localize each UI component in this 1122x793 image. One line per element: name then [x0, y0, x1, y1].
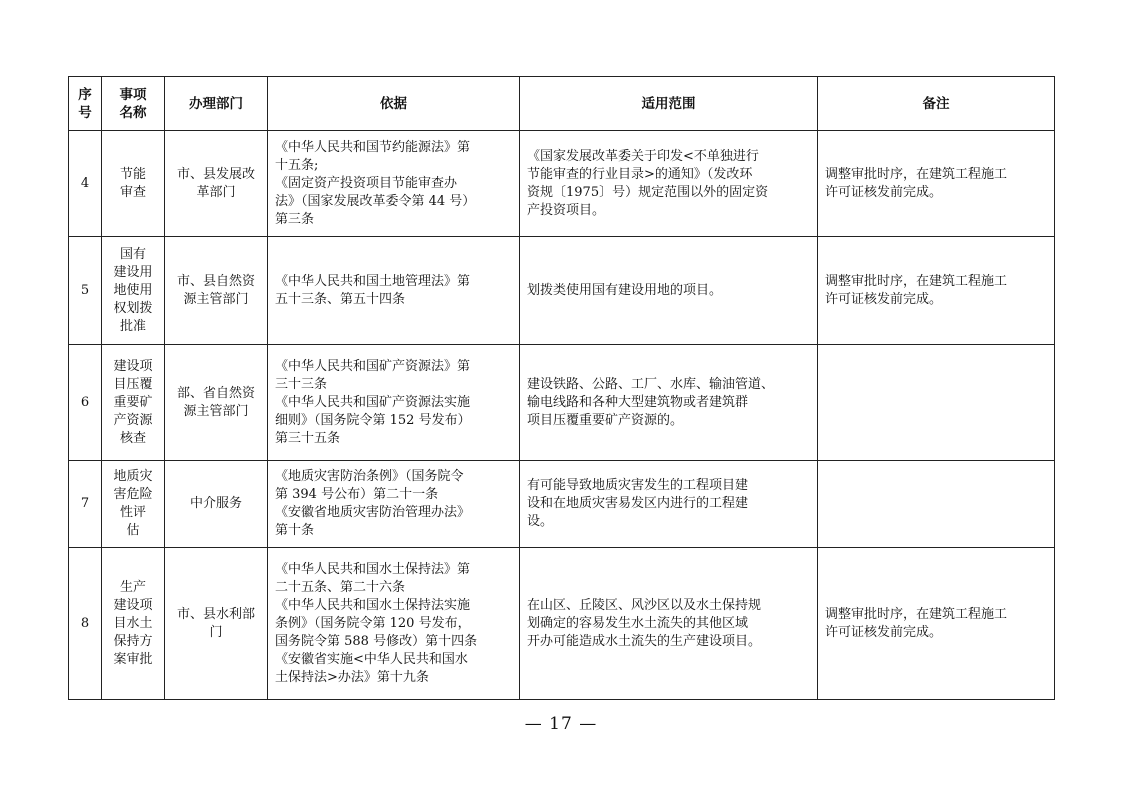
row-note: 调整审批时序，在建筑工程施工 许可证核发前完成。: [818, 237, 1055, 345]
row-basis: 《中华人民共和国水土保持法》第 二十五条、第二十六条 《中华人民共和国水土保持法实施 条例》（国务院令第 120 号发布， 国务院令第 588 号修改）第十四条 《安徽省实施<中华人民共和国水 土保持法>办法》第十九条: [268, 548, 520, 700]
header-no: 序 号: [69, 77, 102, 131]
header-dept: 办理部门: [165, 77, 268, 131]
row-dept: 中介服务: [165, 461, 268, 548]
table-row: [69, 131, 1055, 237]
table-row: [69, 237, 1055, 345]
row-no: 7: [69, 461, 102, 548]
row-basis: 《地质灾害防治条例》（国务院令 第 394 号公布）第二十一条 《安徽省地质灾害防治管理办法》 第十条: [268, 461, 520, 548]
table-row: [69, 461, 1055, 548]
row-dept: 市、县自然资 源主管部门: [165, 237, 268, 345]
row-name: 地质灾 害危险 性评 估: [102, 461, 165, 548]
row-scope: 在山区、丘陵区、风沙区以及水土保持规 划确定的容易发生水土流失的其他区域 开办可能造成水土流失的生产建设项目。: [520, 548, 818, 700]
row-note: 调整审批时序，在建筑工程施工 许可证核发前完成。: [818, 548, 1055, 700]
table-row: [69, 345, 1055, 461]
row-scope: 划拨类使用国有建设用地的项目。: [520, 237, 818, 345]
row-no: 5: [69, 237, 102, 345]
row-note: [818, 345, 1055, 461]
approval-items-table: [68, 76, 1055, 700]
row-name: 国有 建设用 地使用 权划拨 批准: [102, 237, 165, 345]
page-number: — 17 —: [524, 714, 598, 734]
row-name: 建设项 目压覆 重要矿 产资源 核查: [102, 345, 165, 461]
row-no: 4: [69, 131, 102, 237]
row-no: 6: [69, 345, 102, 461]
row-dept: 市、县水利部 门: [165, 548, 268, 700]
header-basis: 依据: [268, 77, 520, 131]
row-dept: 市、县发展改 革部门: [165, 131, 268, 237]
row-scope: 《国家发展改革委关于印发<不单独进行 节能审查的行业目录>的通知》（发改环 资规〔1975〕号）规定范围以外的固定资 产投资项目。: [520, 131, 818, 237]
row-basis: 《中华人民共和国节约能源法》第 十五条; 《固定资产投资项目节能审查办 法》（国家发展改革委令第 44 号） 第三条: [268, 131, 520, 237]
header-row: [69, 77, 1055, 131]
row-basis: 《中华人民共和国矿产资源法》第 三十三条 《中华人民共和国矿产资源法实施 细则》（国务院令第 152 号发布） 第三十五条: [268, 345, 520, 461]
row-scope: 有可能导致地质灾害发生的工程项目建 设和在地质灾害易发区内进行的工程建 设。: [520, 461, 818, 548]
header-scope: 适用范围: [520, 77, 818, 131]
row-name: 节能 审查: [102, 131, 165, 237]
row-note: 调整审批时序，在建筑工程施工 许可证核发前完成。: [818, 131, 1055, 237]
row-note: [818, 461, 1055, 548]
header-note: 备注: [818, 77, 1055, 131]
header-name: 事项 名称: [102, 77, 165, 131]
row-no: 8: [69, 548, 102, 700]
row-scope: 建设铁路、公路、工厂、水库、输油管道、 输电线路和各种大型建筑物或者建筑群 项目压覆重要矿产资源的。: [520, 345, 818, 461]
table-row: [69, 548, 1055, 700]
row-dept: 部、省自然资 源主管部门: [165, 345, 268, 461]
row-name: 生产 建设项 目水土 保持方 案审批: [102, 548, 165, 700]
row-basis: 《中华人民共和国土地管理法》第 五十三条、第五十四条: [268, 237, 520, 345]
